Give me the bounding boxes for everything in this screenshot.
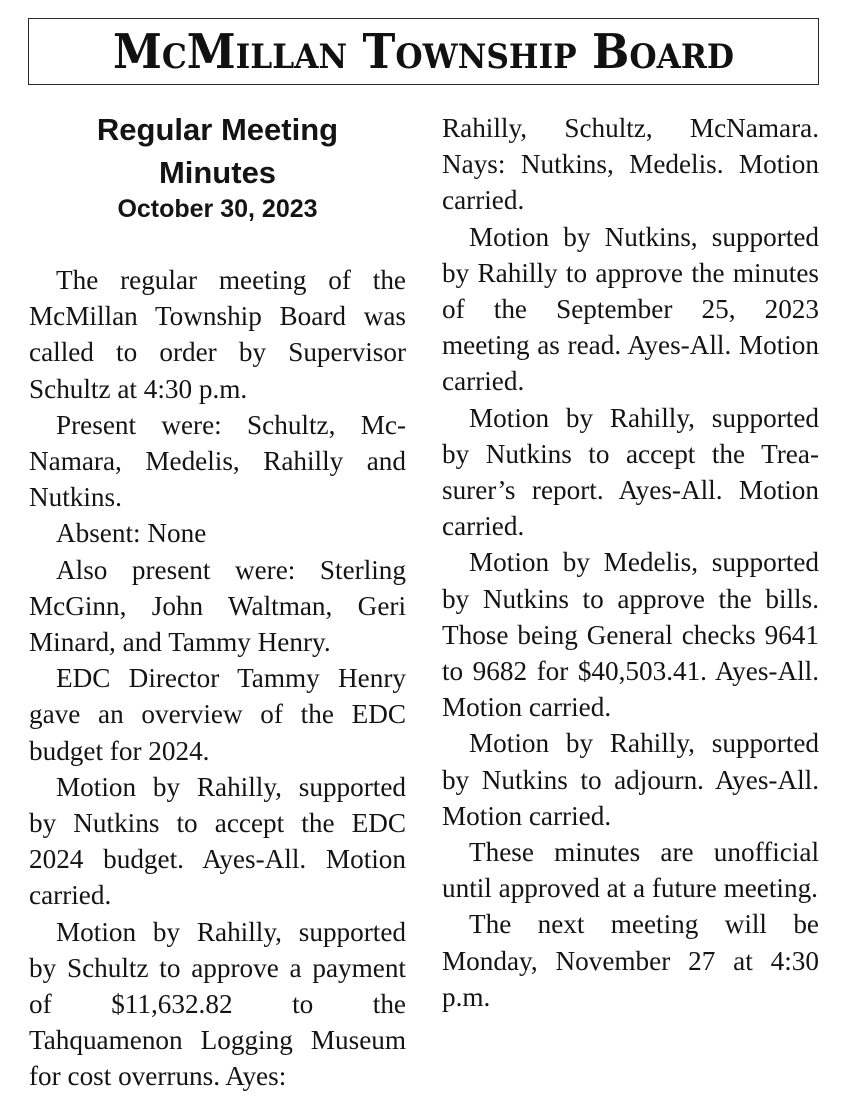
paragraph-motion-payment-continued: Rahilly, Schultz, McNamara. Nays: Nutkins, Medelis. Motion carried.	[442, 113, 819, 216]
right-column	[442, 110, 819, 1015]
paragraph-motion-treasurer: Motion by Rahilly, supported by Nutkins to accept the Treasurer’s report. Ayes-All. Motion carried.	[442, 402, 819, 542]
headline-line-2: Minutes	[158, 155, 277, 190]
paragraph-edc-overview: EDC Director Tammy Henry gave an overview of the EDC budget for 2024.	[29, 663, 406, 766]
paragraph-present: Present were: Schultz, McNamara, Medelis, Rahilly and Nutkins.	[29, 409, 406, 513]
paragraph-next-meeting: The next meeting will be Monday, November 27 at 4:30 p.m.	[442, 909, 819, 1012]
left-column	[29, 108, 406, 1095]
paragraph-also-present: Also present were: Sterling McGinn, John Waltman, Geri Minard, and Tammy Henry.	[29, 554, 406, 658]
masthead-title: McMillan Township Board	[112, 23, 734, 80]
paragraph-motion-minutes: Motion by Nutkins, supported by Rahilly to approve the minutes of the September 25, 2023 meeting as read. Ayes-All. Motion carried.	[442, 221, 819, 397]
paragraph-absent: Absent: None	[56, 518, 207, 549]
paragraph-motion-payment: Motion by Rahilly, supported by Schultz to approve a payment of $11,632.82 to the Tahquamenon Logging Museum for cost overruns. Ayes:	[29, 916, 406, 1092]
meeting-date: October 30, 2023	[117, 195, 318, 223]
masthead	[28, 18, 819, 85]
paragraph-motion-edc-budget: Motion by Rahilly, supported by Nutkins to accept the EDC 2024 budget. Ayes-All. Motion carried.	[29, 771, 406, 911]
headline-line-1: Regular Meeting	[96, 112, 339, 147]
paragraph-unofficial-notice: These minutes are unofficial until approved at a future meeting.	[442, 837, 819, 904]
paragraph-call-to-order: The regular meeting of the McMillan Township Board was called to order by Supervisor Schultz at 4:30 p.m.	[29, 265, 406, 404]
paragraph-motion-adjourn: Motion by Rahilly, supported by Nutkins to adjourn. Ayes-All. Motion carried.	[442, 728, 819, 831]
paragraph-motion-bills: Motion by Medelis, supported by Nutkins to approve the bills. Those being General checks 9641 to 9682 for $40,503.41. Ayes-All. Motion carried.	[442, 547, 819, 723]
